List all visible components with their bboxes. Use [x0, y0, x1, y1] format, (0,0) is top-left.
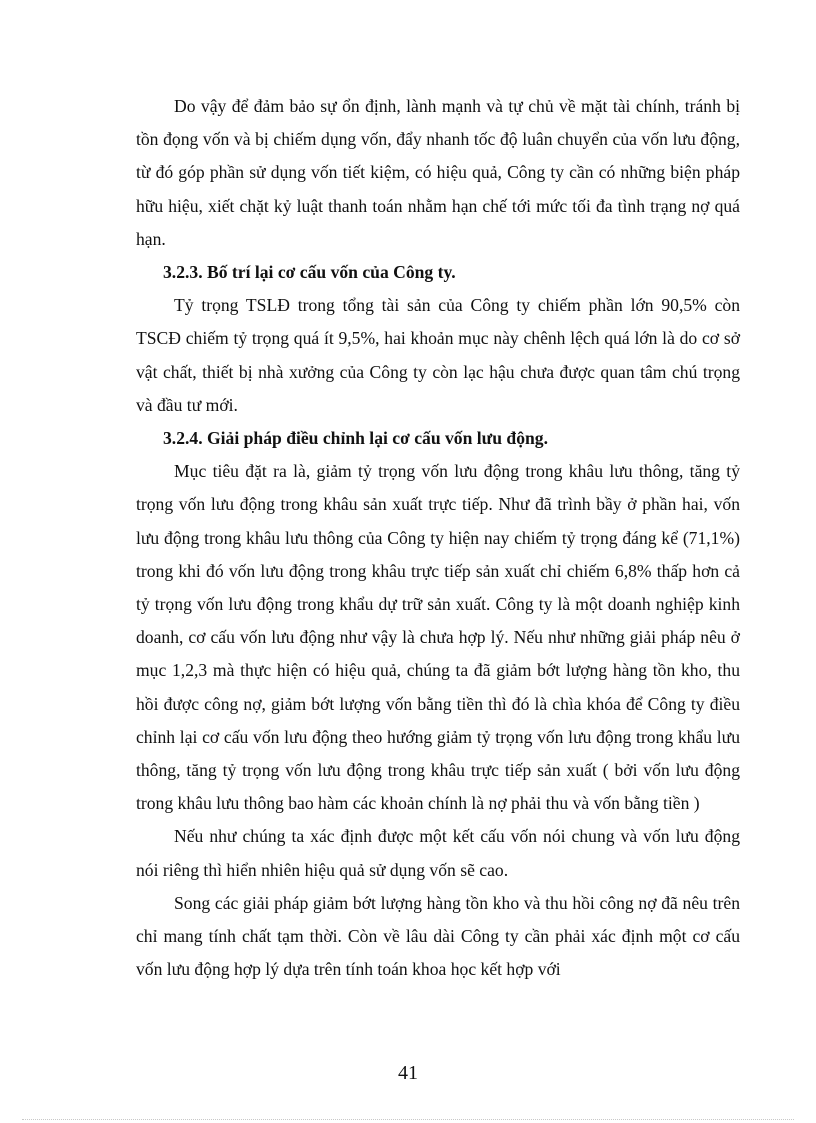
body-paragraph: Tỷ trọng TSLĐ trong tổng tài sản của Công ty chiếm phần lớn 90,5% còn TSCĐ chiếm tỷ trọng quá ít 9,5%, hai khoản mục này chênh lệch quá lớn là do cơ sở vật chất, thiết bị nhà xưởng của Công ty còn lạc hậu chưa được quan tâm chú trọng và đầu tư mới. — [136, 295, 740, 415]
body-paragraph: Nếu như chúng ta xác định được một kết cấu vốn nói chung và vốn lưu động nói riêng thì hiển nhiên hiệu quả sử dụng vốn sẽ cao. — [136, 826, 740, 880]
body-paragraph: Song các giải pháp giảm bớt lượng hàng tồn kho và thu hồi công nợ đã nêu trên chỉ mang tính chất tạm thời. Còn về lâu dài Công ty cần phải xác định một cơ cấu vốn lưu động hợp lý dựa trên tính toán khoa học kết hợp với — [136, 892, 740, 980]
section-heading-3-2-4: 3.2.4. Giải pháp điều chỉnh lại cơ cấu vốn lưu động. — [163, 428, 548, 449]
body-paragraph: Do vậy để đảm bảo sự ổn định, lành mạnh và tự chủ về mặt tài chính, tránh bị tồn đọng vốn và bị chiếm dụng vốn, đẩy nhanh tốc độ luân chuyển của vốn lưu động, từ đó góp phần sử dụng vốn tiết kiệm, có hiệu quả, Công ty cần có những biện pháp hữu hiệu, xiết chặt kỷ luật thanh toán nhằm hạn chế tới mức tối đa tình trạng nợ quá hạn. — [136, 96, 740, 249]
section-heading-3-2-3: 3.2.3. Bố trí lại cơ cấu vốn của Công ty. — [163, 262, 456, 283]
body-paragraph: Mục tiêu đặt ra là, giảm tỷ trọng vốn lưu động trong khâu lưu thông, tăng tỷ trọng vốn lưu động trong khâu sản xuất trực tiếp. Như đã trình bầy ở phần hai, vốn lưu động trong khâu lưu thông của Công ty hiện nay chiếm tỷ trọng đáng kể (71,1%) trong khi đó vốn lưu động trong khâu trực tiếp sản xuất chỉ chiếm 6,8% thấp hơn cả tỷ trọng vốn lưu động trong khẩu dự trữ sản xuất. Công ty là một doanh nghiệp kinh doanh, cơ cấu vốn lưu động như vậy là chưa hợp lý. Nếu như những giải pháp nêu ở mục 1,2,3 mà thực hiện có hiệu quả, chúng ta đã giảm bớt lượng hàng tồn kho, thu hồi được công nợ, giảm bớt lượng vốn bằng tiền thì đó là chìa khóa để Công ty điều chỉnh lại cơ cấu vốn lưu động theo hướng giảm tỷ trọng vốn lưu động trong khẩu lưu thông, tăng tỷ trọng vốn lưu động trong khâu trực tiếp sản xuất ( bởi vốn lưu động trong khâu lưu thông bao hàm các khoản chính là nợ phải thu và vốn bằng tiền ) — [136, 461, 740, 814]
page-body — [136, 90, 740, 986]
page-bottom-divider — [22, 1119, 794, 1120]
page-number: 41 — [398, 1062, 418, 1084]
